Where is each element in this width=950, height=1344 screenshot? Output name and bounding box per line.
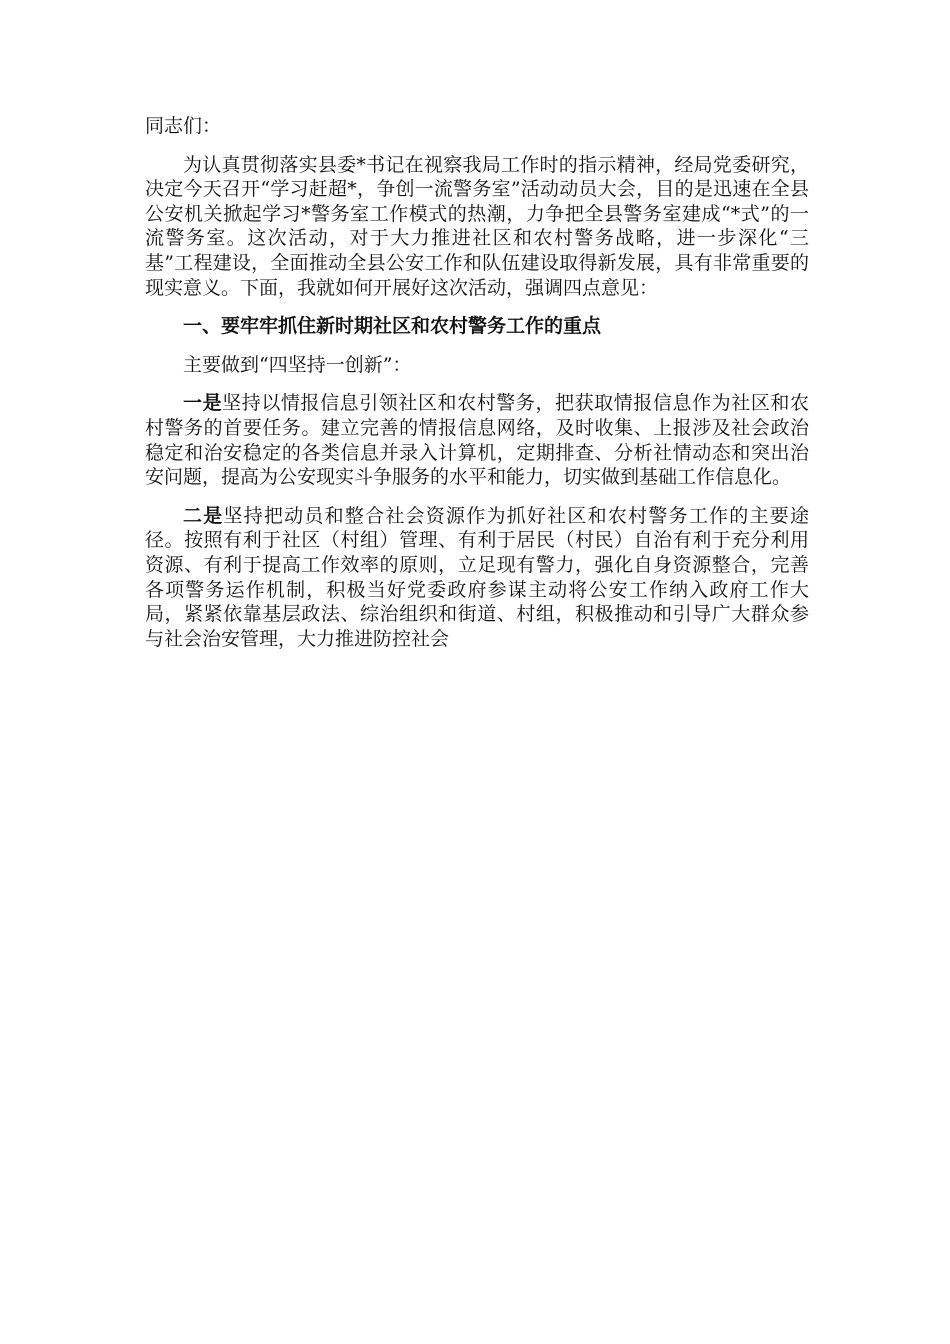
section-lead-1: 主要做到“四坚持一创新”： xyxy=(183,353,412,376)
salutation: 同志们： xyxy=(145,115,222,137)
point-text-1: 坚持以情报信息引领社区和农村警务，把获取情报信息作为社区和农村警务的首要任务。建立完善的情报信息网络，及时收集、上报涉及社会政治稳定和治安稳定的各类信息并录入计算机，定期排查、分析社情动态和突出治安问题，提高为公安现实斗争服务的水平和能力，切实做到基础工作信息化。 xyxy=(145,392,809,489)
point-text-2: 坚持把动员和整合社会资源作为抓好社区和农村警务工作的主要途径。按照有利于社区（村组）管理、有利于居民（村民）自治有利于充分利用资源、有利于提高工作效率的原则，立足现有警力，强化自身资源整合，完善各项警务运作机制，积极当好党委政府参谋主动将公安工作纳入政府工作大局，紧紧依靠基层政法、综治组织和街道、村组，积极推动和引导广大群众参与社会治安管理，大力推进防控社会 xyxy=(145,504,809,650)
point-paragraph-1 xyxy=(145,391,809,489)
document-body xyxy=(145,114,809,665)
point-label-1: 一是 xyxy=(183,392,223,415)
section-heading-1: 一、要牢牢抓住新时期社区和农村警务工作的重点 xyxy=(183,315,602,338)
point-paragraph-2 xyxy=(145,504,809,652)
intro-paragraph: 为认真贯彻落实县委*书记在视察我局工作时的指示精神，经局党委研究，决定今天召开“学习赶超*，争创一流警务室”活动动员大会，目的是迅速在全县公安机关掀起学习*警务室工作模式的热潮，力争把全县警务室建成“*式”的一流警务室。这次活动，对于大力推进社区和农村警务战略，进一步深化“三基”工程建设，全面推动全县公安工作和队伍建设取得新发展，具有非常重要的现实意义。下面，我就如何开展好这次活动，强调四点意见： xyxy=(145,153,809,299)
point-label-2: 二是 xyxy=(183,504,224,527)
